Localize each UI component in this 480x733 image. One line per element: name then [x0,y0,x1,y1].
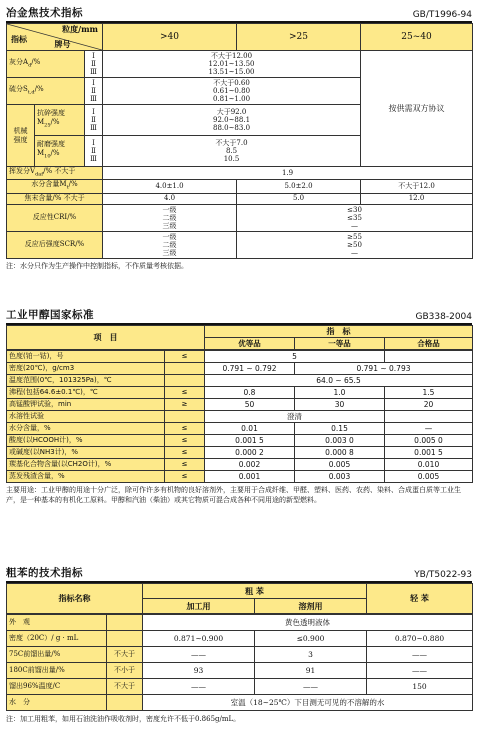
methanol-section [6,306,472,505]
mech-agreement: 按供需双方协议 [361,51,473,167]
table-row [7,423,473,435]
crush-label: 抗碎强度 $M_{25}/\%$ [35,105,85,136]
row-label: 密度(20℃)，g/cm3 [7,363,165,375]
table-row [7,375,473,387]
row-condition: ≤ [165,423,205,435]
row-label: 高锰酸钾试验，min [7,399,165,411]
cri-grades: 一级 二级 三级 [103,204,237,231]
row-label: 羰基化合物含量(以CH2O计)，% [7,459,165,471]
moisture-row [7,180,473,193]
row-condition: 不大于 [107,647,143,663]
row-condition [107,695,143,711]
row-value: 0.005 [385,471,473,483]
row-value: 0.003 0 [295,435,385,447]
row-value: —— [367,647,473,663]
row-condition: ≥ [165,399,205,411]
table-row [7,631,473,647]
row-value: ≤0.900 [255,631,367,647]
row-condition: ≤ [165,471,205,483]
methanol-note: 主要用途：工业甲醇的用途十分广泛，除可作许多有机物的良好溶剂外，主要用于合成纤维、甲醛、塑料、医药、农药、染料、合成蛋白质等工业生产，是一种基本的有机化工原料。甲醇和汽油（柴油）或其它物质可混合成各种不同用途的新型燃料。 [6,486,461,504]
row-label: 外 观 [7,615,107,631]
row-value: — [385,423,473,435]
row-value: 0.000 8 [295,447,385,459]
row-condition [165,375,205,387]
row-value: 0.001 [205,471,295,483]
row-label: 馏出96%温度/C [7,679,107,695]
wear-grades: Ⅰ Ⅱ Ⅲ [85,136,103,167]
row-label: 水分含量，% [7,423,165,435]
coke-table [6,23,473,259]
table-row [7,471,473,483]
grade-first: 一等品 [295,338,385,350]
row-label: 沸程(包括64.6±0.1℃)，℃ [7,387,165,399]
table-row [7,679,473,695]
table-row [7,351,473,363]
row-condition: ≤ [165,387,205,399]
row-value: 0.01 [205,423,295,435]
grade-header: 牌号 [54,39,71,49]
powder-gt40: 4.0 [103,193,237,204]
grade-qualified: 合格品 [385,338,473,350]
sulfur-grades: Ⅰ Ⅱ Ⅲ [85,78,103,105]
table-row [7,447,473,459]
row-value: —— [255,679,367,695]
ash-grades: Ⅰ Ⅱ Ⅲ [85,51,103,78]
csr-values: ≥55 ≥50 — [237,231,473,258]
ash-values: 不大于12.00 12.01~13.50 13.51~15.00 [103,51,361,78]
csr-label: 反应后强度SCR/% [7,231,103,258]
row-value: 30 [295,399,385,411]
crush-values: 大于92.0 92.0~88.1 88.0~83.0 [103,105,361,136]
benzene-section [6,564,472,724]
ash-row [7,51,473,78]
row-label: 水溶性试验 [7,411,165,423]
wear-values: 不大于7.0 8.5 10.5 [103,136,361,167]
table-row [7,363,473,375]
row-value: 0.791 ~ 0.792 [205,363,295,375]
cri-row [7,204,473,231]
methanol-table [6,325,473,350]
row-label: 75C前馏出量/% [7,647,107,663]
crude-header: 粗 苯 [143,584,367,599]
benzene-note: 注：加工用粗苯，如用石油洗油作吸收剂时，密度允许不低于0.865g/mL。 [6,715,241,723]
sulfur-values: 不大于0.60 0.61~0.80 0.81~1.00 [103,78,361,105]
row-value: 0.791 ~ 0.793 [295,363,473,375]
moisture-gt25: 5.0±2.0 [237,180,361,193]
coke-section [6,4,472,271]
methanol-body [6,350,473,483]
powder-row [7,193,473,204]
row-value: 0.003 [295,471,385,483]
powder-label: 焦末含量/% 不大于 [7,193,103,204]
row-label: 蒸发残渣含量，% [7,471,165,483]
row-condition [107,615,143,631]
row-value: 150 [367,679,473,695]
benzene-body [6,614,473,711]
item-header: 项 目 [7,326,205,350]
row-value: 0.002 [205,459,295,471]
indicator-header: 指 标 [205,326,473,338]
row-value: 0.005 0 [385,435,473,447]
csr-grades: 一级 二级 三级 [103,231,237,258]
grade-premium: 优等品 [205,338,295,350]
indicator-header: 指标 [11,34,27,44]
row-condition: ≤ [165,447,205,459]
row-condition: 不大于 [107,679,143,695]
row-value: 5 [205,351,385,363]
coke-header-row [7,24,473,51]
row-value: 0.8 [205,387,295,399]
volatile-value: 1.9 [103,167,473,180]
row-value [385,411,473,423]
row-value: 91 [255,663,367,679]
sulfur-label: 硫分$S_{t,d}/\%$ [7,78,85,105]
row-label: 密度（20C）/ g · mL [7,631,107,647]
row-condition [165,411,205,423]
granularity-header: 粒度/mm [62,24,99,34]
row-value: 20 [385,399,473,411]
mech-label: 机械 强度 [7,105,35,167]
row-value: 0.000 2 [205,447,295,459]
moisture-25-40: 不大于12.0 [361,180,473,193]
row-value: 1.5 [385,387,473,399]
row-label: 或碱度(以NH3计)，% [7,447,165,459]
row-condition: 不小于 [107,663,143,679]
name-header: 指标名称 [7,584,143,614]
row-value: 0.15 [295,423,385,435]
row-value: 0.001 5 [205,435,295,447]
row-condition: ≤ [165,351,205,363]
proc-header: 加工用 [143,599,255,614]
cri-label: 反应性CRI/% [7,204,103,231]
powder-25-40: 12.0 [361,193,473,204]
row-label: 水 分 [7,695,107,711]
table-row [7,615,473,631]
coke-header-diag-cell [7,24,103,51]
table-row [7,399,473,411]
methanol-title: 工业甲醇国家标准 [6,309,94,321]
row-value: —— [143,647,255,663]
row-value: 黄色透明液体 [143,615,473,631]
table-row [7,663,473,679]
row-value: 50 [205,399,295,411]
col-gt25: >25 [237,24,361,51]
methanol-header-row-1 [7,326,473,338]
row-label: 色度(铂一钴)，号 [7,351,165,363]
row-value: 64.0 ~ 65.5 [205,375,473,387]
coke-note: 注：水分只作为生产操作中控制指标，不作质量考核依据。 [6,261,188,270]
powder-gt25: 5.0 [237,193,361,204]
volatile-row [7,167,473,180]
row-value: —— [143,679,255,695]
csr-row [7,231,473,258]
benzene-table [6,583,473,614]
row-value: 93 [143,663,255,679]
row-value: 澄清 [205,411,385,423]
col-25-40: 25~40 [361,24,473,51]
table-row [7,459,473,471]
cri-values: ≤30 ≤35 — [237,204,473,231]
wear-label: 耐磨强度 $M_{10}/\%$ [35,136,85,167]
row-label: 酸度(以HCOOH计)，% [7,435,165,447]
row-condition: ≤ [165,435,205,447]
table-row [7,695,473,711]
ash-label: 灰分$A_d/\%$ [7,51,85,78]
col-gt40: >40 [103,24,237,51]
coke-title: 冶金焦技术指标 [6,7,83,19]
row-value: —— [367,663,473,679]
benzene-standard: YB/T5022-93 [414,570,472,580]
row-value: 0.870~0.880 [367,631,473,647]
row-value: 0.001 5 [385,447,473,459]
table-row [7,411,473,423]
row-value: 3 [255,647,367,663]
table-row [7,435,473,447]
row-value: 0.871~0.900 [143,631,255,647]
row-condition: ≤ [165,459,205,471]
table-row [7,387,473,399]
solv-header: 溶剂用 [255,599,367,614]
row-condition [107,631,143,647]
row-label: 温度范围(0℃，101325Pa)，℃ [7,375,165,387]
table-row [7,647,473,663]
row-value: 1.0 [295,387,385,399]
methanol-standard: GB338-2004 [415,312,472,322]
row-label: 180C前馏出量/% [7,663,107,679]
row-value: 0.005 [295,459,385,471]
moisture-gt40: 4.0±1.0 [103,180,237,193]
coke-standard: GB/T1996-94 [412,10,472,20]
light-header: 轻 苯 [367,584,473,614]
row-value [385,351,473,363]
benzene-title: 粗苯的技术指标 [6,567,83,579]
benzene-header-row-1 [7,584,473,599]
row-value: 室温（18~25℃）下目测无可见的不溶解的水 [143,695,473,711]
row-value: 0.010 [385,459,473,471]
crush-grades: Ⅰ Ⅱ Ⅲ [85,105,103,136]
volatile-label: 挥发分$V_{daf}/\%$ 不大于 [7,167,103,180]
moisture-label: 水分含量$M_t/\%$ [7,180,103,193]
row-condition [165,363,205,375]
